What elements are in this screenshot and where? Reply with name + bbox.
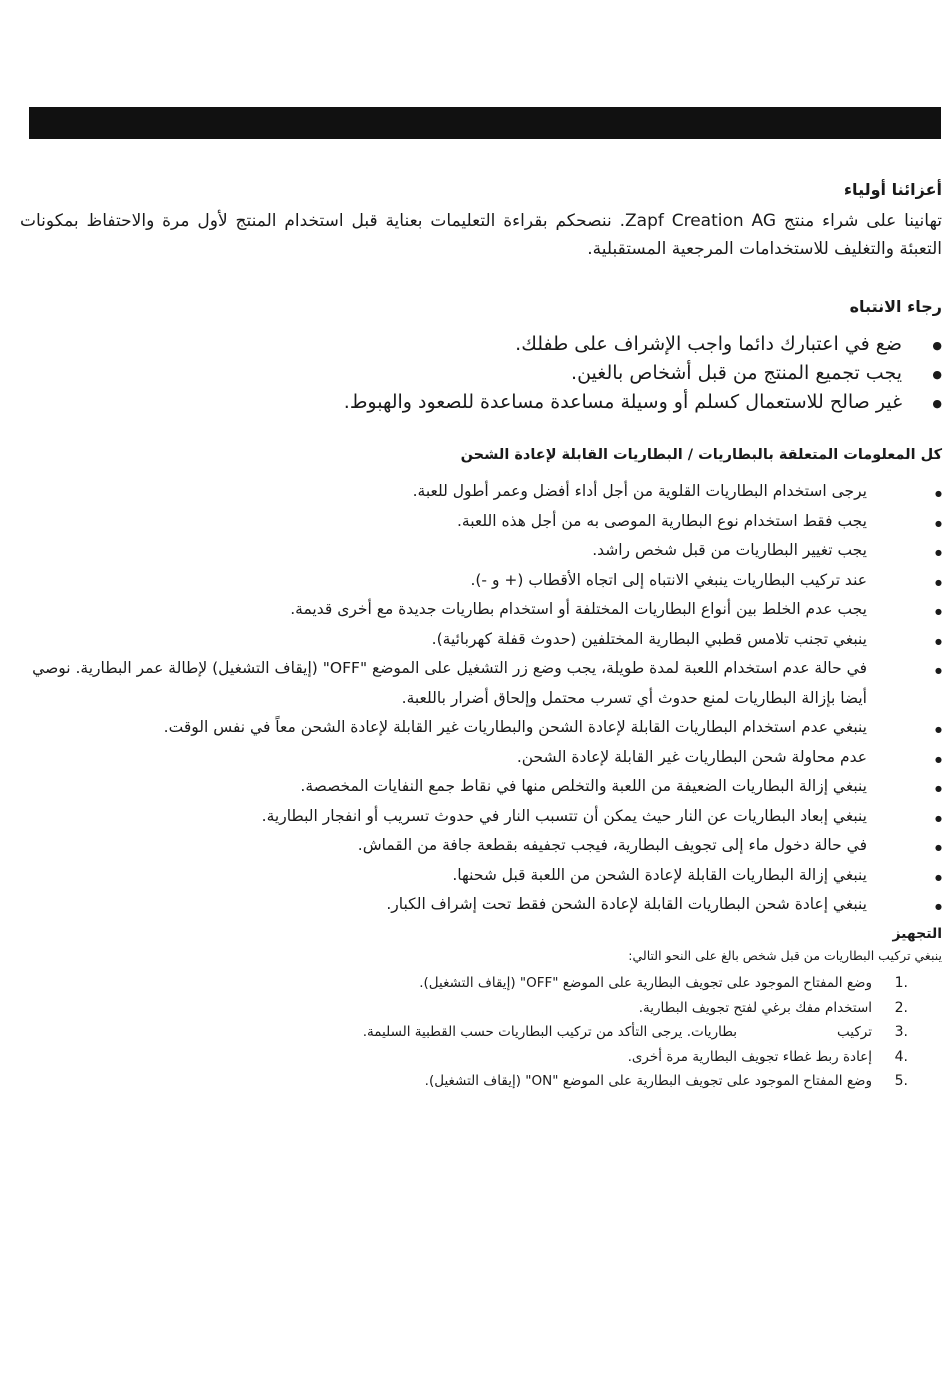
list-item: ● يجب فقط استخدام نوع البطارية الموصى به من أجل هذه اللعبة. bbox=[12, 507, 942, 537]
list-item: ● غير صالح للاستعمال كسلم أو وسيلة مساعدة مساعدة للصعود والهبوط. bbox=[2, 388, 942, 417]
batteries-heading: كل المعلومات المتعلقة بالبطاريات / البطاريات القابلة لإعادة الشحن bbox=[460, 447, 942, 463]
list-item: ● ينبغي إعادة شحن البطاريات القابلة لإعادة الشحن فقط تحت إشراف الكبار. bbox=[12, 890, 942, 920]
list-item: ● يجب تغيير البطاريات من قبل شخص راشد. bbox=[12, 536, 942, 566]
step-number: 3. bbox=[894, 1024, 908, 1040]
attention-heading: رجاء الانتباه bbox=[849, 297, 942, 316]
step-item bbox=[12, 1020, 942, 1045]
intro-paragraph: تهانينا على شراء منتج Zapf Creation AG. ننصحكم بقراءة التعليمات بعناية قبل استخدام المنتج لأول مرة والاحتفاظ بمكونات التعبئة والتغليف للاستخدامات المرجعية المستقبلية. bbox=[20, 211, 943, 259]
list-item: ● ينبغي عدم استخدام البطاريات القابلة لإعادة الشحن والبطاريات غير القابلة لإعادة الشحن معاً في نفس الوقت. bbox=[12, 713, 942, 743]
list-item: ● ينبغي إزالة البطاريات القابلة لإعادة الشحن من اللعبة قبل شحنها. bbox=[12, 861, 942, 891]
list-item: ● في حالة عدم استخدام اللعبة لمدة طويلة، يجب وضع زر التشغيل على الموضع "OFF" (إيقاف التشغيل) لإطالة عمر البطارية. نوصي أيضا بإزالة البطاريات لمنع حدوث أي تسرب محتمل وإلحاق أضرار باللعبة. bbox=[12, 654, 942, 713]
step-item bbox=[12, 1045, 942, 1070]
step-text: تركيب bbox=[837, 1024, 872, 1040]
setup-steps bbox=[12, 971, 942, 1094]
step-item bbox=[12, 1069, 942, 1094]
batteries-list bbox=[12, 477, 942, 920]
step-number: 5. bbox=[894, 1073, 908, 1089]
list-item: ● في حالة دخول ماء إلى تجويف البطارية، فيجب تجفيفه بقطعة جافة من القماش. bbox=[12, 831, 942, 861]
step-text: إعادة ربط غطاء تجويف البطارية مرة أخرى. bbox=[627, 1048, 872, 1065]
step-text: استخدام مفك برغي لفتح تجويف البطارية. bbox=[638, 999, 872, 1016]
step-number: 2. bbox=[894, 999, 908, 1016]
list-item: ● ينبغي تجنب تلامس قطبي البطارية المختلفين (حدوث قفلة كهربائية). bbox=[12, 625, 942, 655]
step-item bbox=[12, 996, 942, 1021]
step-text: وضع المفتاح الموجود على تجويف البطارية على الموضع "ON" (إيقاف التشغيل). bbox=[424, 1073, 872, 1089]
setup-heading: التجهيز bbox=[892, 926, 942, 942]
step-number: 4. bbox=[894, 1048, 908, 1065]
step-item bbox=[12, 971, 942, 996]
list-item: ● ينبغي إبعاد البطاريات عن النار حيث يمكن أن تتسبب النار في حدوث تسريب أو انفجار البطارية. bbox=[12, 802, 942, 832]
setup-intro: ينبغي تركيب البطاريات من قبل شخص بالغ على النحو التالي: bbox=[628, 948, 942, 963]
list-item: ● عدم محاولة شحن البطاريات غير القابلة لإعادة الشحن. bbox=[12, 743, 942, 773]
header-bar bbox=[29, 107, 941, 139]
list-item: ● يرجى استخدام البطاريات القلوية من أجل أداء أفضل وعمر أطول للعبة. bbox=[12, 477, 942, 507]
list-item: ● ينبغي إزالة البطاريات الضعيفة من اللعبة والتخلص منها في نقاط جمع النفايات المخصصة. bbox=[12, 772, 942, 802]
list-item: ● ضع في اعتبارك دائما واجب الإشراف على طفلك. bbox=[2, 330, 942, 359]
list-item: ● يجب عدم الخلط بين أنواع البطاريات المختلفة أو استخدام بطاريات جديدة مع أخرى قديمة. bbox=[12, 595, 942, 625]
step-number: 1. bbox=[894, 975, 908, 991]
step-text: بطاريات. يرجى التأكد من تركيب البطاريات حسب القطبية السليمة. bbox=[362, 1024, 738, 1040]
step-text: وضع المفتاح الموجود على تجويف البطارية على الموضع "OFF" (إيقاف التشغيل). bbox=[419, 975, 872, 991]
greeting-heading: أعزائنا أولياء bbox=[843, 180, 942, 199]
list-item: ● عند تركيب البطاريات ينبغي الانتباه إلى اتجاه الأقطاب (+ و -). bbox=[12, 566, 942, 596]
attention-list bbox=[2, 330, 942, 417]
list-item: ● يجب تجميع المنتج من قبل أشخاص بالغين. bbox=[2, 359, 942, 388]
